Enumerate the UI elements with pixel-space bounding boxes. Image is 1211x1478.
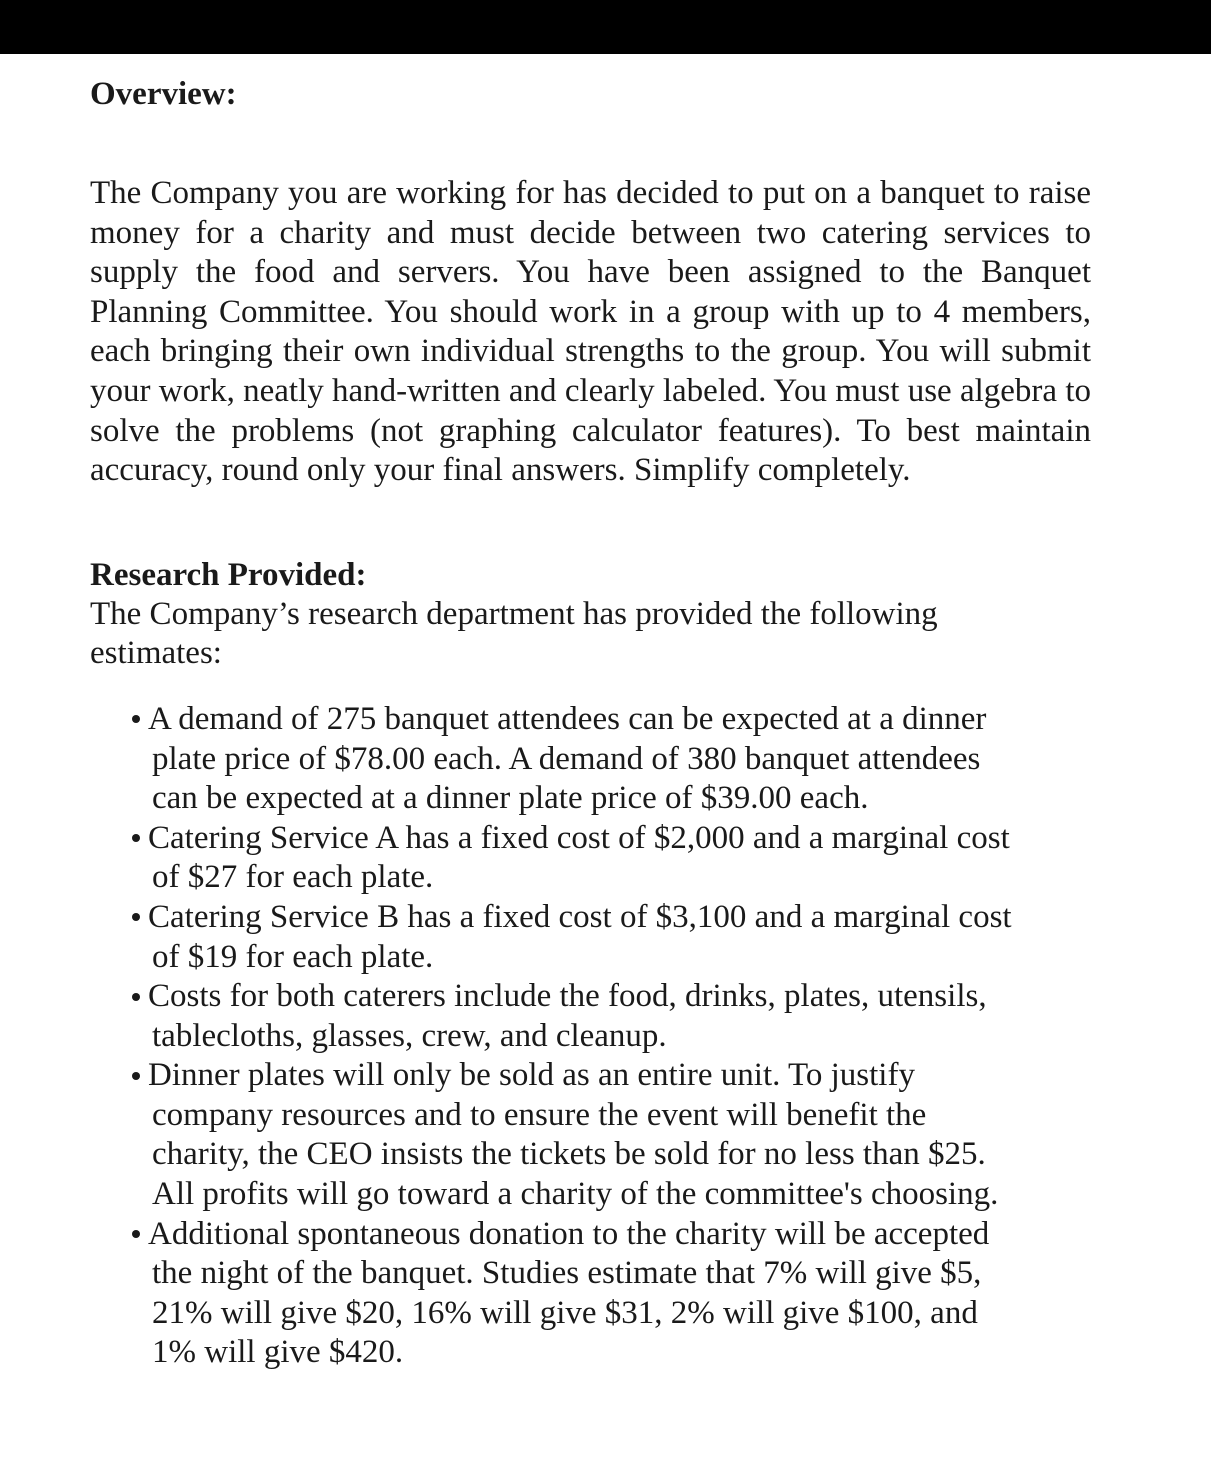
bullet-text: A demand of 275 banquet attendees can be expected at a dinner plate price of $78.00 each. A demand of 380 banquet attendees can be expected at a dinner plate price of $39.00 each. (148, 700, 987, 817)
list-item (112, 977, 1012, 1056)
list-item (112, 1215, 1012, 1373)
overview-heading: Overview: (90, 76, 237, 112)
bullet-icon (132, 1230, 140, 1238)
bullet-icon (132, 913, 140, 921)
list-item (112, 819, 1012, 898)
bullet-text: Dinner plates will only be sold as an entire unit. To justify company resources and to ensure the event will benefit the charity, the CEO insists the tickets be sold for no less than $25. All profits will go toward a charity of the committee's choosing. (148, 1057, 999, 1213)
research-intro: The Company’s research department has provided the following estimates: (90, 595, 938, 672)
overview-paragraph: The Company you are working for has decided to put on a banquet to raise money for a charity and must decide between two catering services to supply the food and servers. You have been assigned to the Banquet Planning Committee. You should work in a group with up to 4 members, each bringing their own individual strengths to the group. You will submit your work, neatly hand-written and clearly labeled. You must use algebra to solve the problems (not graphing calculator features). To best maintain accuracy, round only your final answers. Simplify completely. (90, 175, 1091, 489)
top-black-bar (0, 0, 1211, 54)
bullet-icon (132, 993, 140, 1001)
bullet-text: Costs for both caterers include the food, drinks, plates, utensils, tablecloths, glasses, crew, and cleanup. (148, 978, 987, 1054)
bullet-text: Catering Service A has a fixed cost of $2,000 and a marginal cost of $27 for each plate. (148, 819, 1010, 896)
list-item (112, 700, 1012, 819)
research-heading: Research Provided: (90, 556, 367, 593)
bullet-icon (132, 1072, 140, 1080)
research-bullet-list (90, 700, 1012, 1373)
list-item (112, 1056, 1012, 1214)
list-item (112, 898, 1012, 977)
document-body (90, 74, 1091, 1373)
bullet-text: Catering Service B has a fixed cost of $3,100 and a marginal cost of $19 for each plate. (148, 898, 1012, 975)
bullet-icon (132, 834, 140, 842)
bullet-text: Additional spontaneous donation to the charity will be accepted the night of the banquet. Studies estimate that 7% will give $5, 21% will give $20, 16% will give $31, 2% will give $100, and 1% will give $420. (148, 1215, 990, 1371)
bullet-icon (132, 715, 140, 723)
